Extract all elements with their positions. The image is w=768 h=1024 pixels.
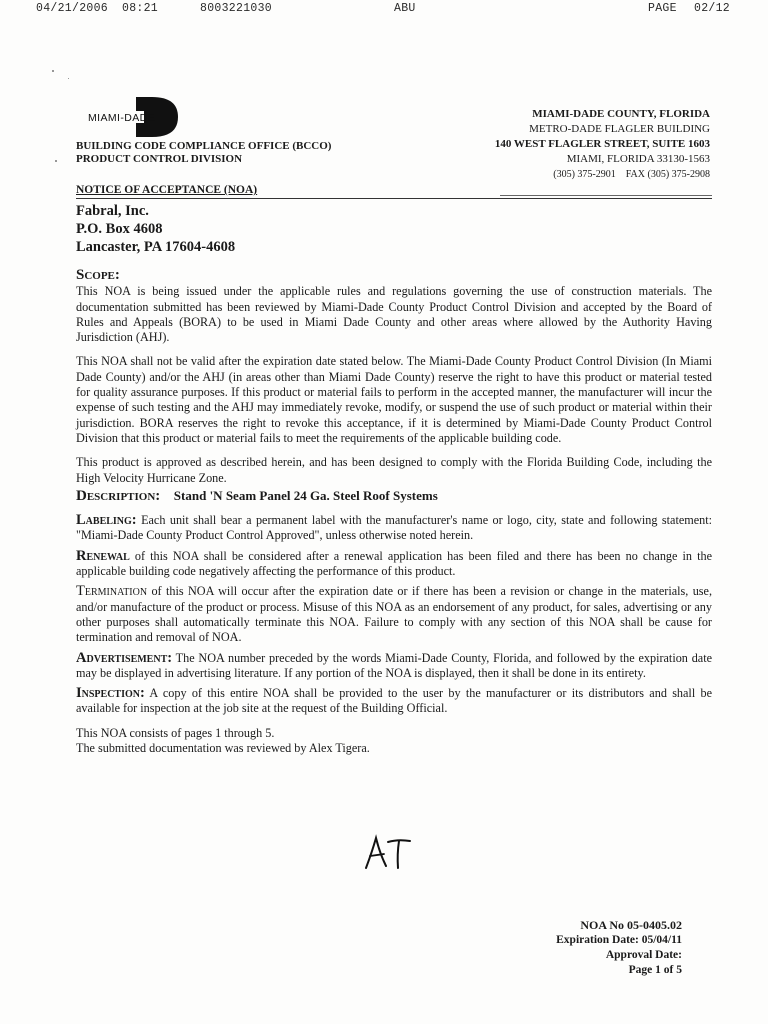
inspection-text: A copy of this entire NOA shall be provided to the user by the manufacturer or its distributors and shall be available for inspection at the job site at the request of the Building Official. (76, 686, 712, 716)
spacer (76, 345, 712, 354)
description-value: Stand 'N Seam Panel 24 Ga. Steel Roof Systems (173, 487, 438, 503)
expiration-date: Expiration Date: 05/04/11 (556, 934, 682, 946)
fax-time: 08:21 (122, 2, 159, 15)
scope-paragraph-1: This NOA is being issued under the applicable rules and regulations governing the use of construction materials. The documentation submitted has been reviewed by Miami-Dade County Product Control Division and accepted by the Board of Rules and Appeals (BORA) to be used in Miami Dade County and other areas where allowed by the Authority Having Jurisdiction (AHJ). (76, 284, 712, 345)
scan-speck (68, 78, 69, 79)
page-number: Page 1 of 5 (628, 964, 682, 976)
renewal-section (76, 549, 712, 580)
labeling-label: Labeling: (76, 512, 137, 529)
fax-number: 8003221030 (200, 2, 273, 15)
scan-speck (55, 160, 57, 162)
fax-date: 04/21/2006 (36, 2, 109, 15)
header-divider (76, 198, 712, 199)
fax-page-value: 02/12 (694, 2, 731, 15)
labeling-section (76, 513, 712, 544)
noa-number: NOA No 05-0405.02 (580, 918, 682, 932)
recipient-city: Lancaster, PA 17604-4608 (76, 239, 236, 255)
county-street: 140 WEST FLAGLER STREET, SUITE 1603 (494, 138, 710, 150)
description-label: Description: (76, 487, 161, 504)
office-division: PRODUCT CONTROL DIVISION (76, 153, 243, 165)
svg-text:MIAMI-DADE: MIAMI-DADE (88, 112, 155, 124)
advertisement-label: Advertisement: (76, 649, 173, 666)
recipient-address (76, 202, 235, 256)
scan-speck (52, 70, 54, 72)
advertisement-text: The NOA number preceded by the words Miami-Dade County, Florida, and followed by the expiration date may be displayed in advertising literature. If any portion of the NOA is displayed, then it shall be done in its entirety. (76, 650, 712, 680)
approval-date: Approval Date: (605, 949, 682, 961)
county-contacts (495, 167, 710, 182)
notice-body (76, 268, 712, 756)
spacer (76, 504, 712, 513)
fax-header (0, 2, 768, 18)
fax-sender: ABU (394, 2, 416, 15)
spacer (76, 446, 712, 455)
county-building: METRO-DADE FLAGLER BUILDING (529, 123, 710, 135)
fax-page-label: PAGE (648, 2, 677, 15)
county-fax: FAX (305) 375-2908 (625, 169, 710, 180)
scope-heading: Scope: (76, 267, 120, 283)
inspection-label: Inspection: (76, 685, 145, 702)
county-name: MIAMI-DADE COUNTY, FLORIDA (532, 108, 710, 120)
header-divider-secondary (500, 195, 712, 196)
scope-paragraph-3: This product is approved as described herein, and has been designed to comply with the Florida Building Code, including the High Velocity Hurricane Zone. (76, 455, 712, 485)
spacer (76, 717, 712, 726)
closing-reviewer: The submitted documentation was reviewed by Alex Tigera. (76, 741, 370, 756)
inspection-section (76, 686, 712, 717)
termination-section (76, 584, 712, 645)
description-line (76, 488, 712, 504)
office-name: BUILDING CODE COMPLIANCE OFFICE (BCCO) (76, 140, 332, 152)
reviewer-initials-signature (360, 832, 420, 874)
office-block (76, 140, 331, 166)
advertisement-section (76, 651, 712, 682)
labeling-text: Each unit shall bear a permanent label with the manufacturer's name or logo, city, state and following statement: "Miami-Dade County Product Control Approved", unless otherwise noted herein. (76, 513, 712, 543)
miami-dade-logo (86, 95, 182, 139)
renewal-text: of this NOA shall be considered after a renewal application has been filed and there has been no change in the applicable building code negatively affecting the performance of this product. (76, 548, 712, 579)
renewal-label: Renewal (76, 547, 130, 564)
county-city: MIAMI, FLORIDA 33130-1563 (566, 153, 710, 165)
county-address-block (495, 107, 710, 182)
county-phone: (305) 375-2901 (553, 169, 616, 180)
noa-footer (556, 918, 682, 978)
recipient-name: Fabral, Inc. (76, 203, 149, 219)
scope-paragraph-2: This NOA shall not be valid after the expiration date stated below. The Miami-Dade County Product Control Division (In Miami Dade County) and/or the AHJ (in areas other than Miami Dade County) reserve the right to have this product or material tested for quality assurance purposes. If this product or material fails to perform in the accepted manner, the manufacturer will incur the expense of such testing and the AHJ may immediately revoke, modify, or suspend the use of such product or material within their jurisdiction. BORA reserves the right to revoke this acceptance, if it is determined by Miami-Dade County Product Control Division that this product or material fails to meet the requirements of the applicable building code. (76, 354, 712, 445)
termination-label: Termination (76, 583, 148, 600)
recipient-box: P.O. Box 4608 (76, 221, 163, 237)
notice-title: NOTICE OF ACCEPTANCE (NOA) (76, 184, 258, 196)
closing-pages: This NOA consists of pages 1 through 5. (76, 725, 275, 740)
termination-text: of this NOA will occur after the expiration date or if there has been a revision or change in the materials, use, and/or manufacture of the product or process. Misuse of this NOA as an endorsement of any product, for sales, advertising or any other purposes shall automatically terminate this NOA. Failure to comply with any section of this NOA shall be cause for termination and removal of NOA. (76, 584, 712, 645)
